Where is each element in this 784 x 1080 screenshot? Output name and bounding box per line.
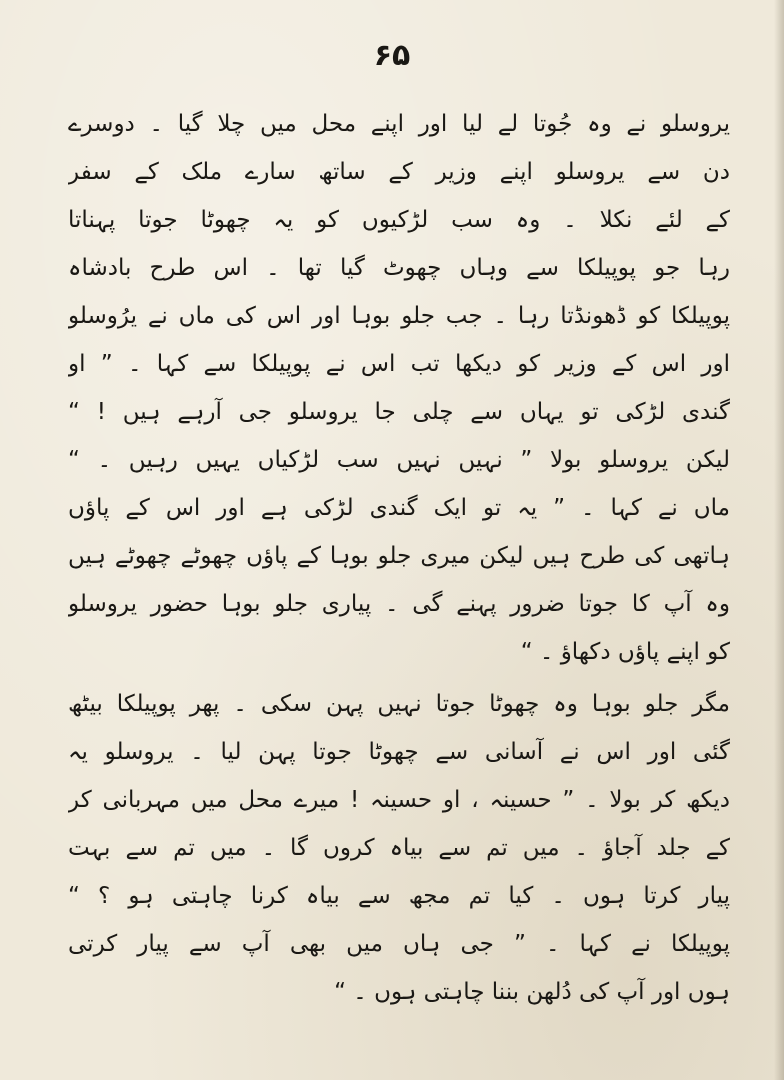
text-line: یروسلو نے وہ جُوتا لے لیا اور اپنے محل میں چلا گیا ۔ دوسرے: [68, 111, 730, 137]
paragraph-2: [68, 680, 730, 1016]
text-line: دیکھ کر بولا ۔ ” حسینہ ، او حسینہ ! میرے محل میں مہربانی کر: [68, 787, 730, 813]
page-number: ۶۵: [373, 38, 411, 73]
body-text: [68, 100, 730, 1016]
text-line: اور اس کے وزیر کو دیکھا تب اس نے پوپیلکا سے کہا ۔ ” او: [68, 351, 730, 377]
text-line: ہوں اور آپ کی دُلھن بننا چاہتی ہوں ۔ “: [334, 979, 730, 1005]
page-edge-shadow: [774, 0, 784, 1080]
text-line: پوپیلکا کو ڈھونڈتا رہا ۔ جب جلو بوہا اور اس کی ماں نے یرُوسلو: [68, 303, 730, 329]
text-line: ماں نے کہا ۔ ” یہ تو ایک گندی لڑکی ہے اور اس کے پاؤں: [68, 495, 730, 521]
text-line: مگر جلو بوہا وہ چھوٹا جوتا نہیں پہن سکی ۔ پھر پوپیلکا بیٹھ: [68, 691, 730, 717]
text-line: کے جلد آجاؤ ۔ میں تم سے بیاہ کروں گا ۔ میں تم سے بہت: [68, 835, 730, 861]
text-line: لیکن یروسلو بولا ” نہیں نہیں سب لڑکیاں یہیں رہیں ۔ “: [68, 447, 730, 473]
text-line: کو اپنے پاؤں دکھاؤ ۔ “: [520, 639, 730, 665]
text-line: پوپیلکا نے کہا ۔ ” جی ہاں میں بھی آپ سے پیار کرتی: [68, 931, 730, 957]
text-line: دن سے یروسلو اپنے وزیر کے ساتھ سارے ملک کے سفر: [68, 159, 730, 185]
text-line: پیار کرتا ہوں ۔ کیا تم مجھ سے بیاہ کرنا چاہتی ہو ؟ “: [68, 883, 730, 909]
paragraph-1: [68, 100, 730, 676]
text-line: وہ آپ کا جوتا ضرور پہنے گی ۔ پیاری جلو بوہا حضور یروسلو: [68, 591, 730, 617]
text-line: ہاتھی کی طرح ہیں لیکن میری جلو بوہا کے پاؤں چھوٹے چھوٹے ہیں: [68, 543, 730, 569]
text-line: کے لئے نکلا ۔ وہ سب لڑکیوں کو یہ چھوٹا جوتا پہناتا: [68, 207, 730, 233]
text-line: گندی لڑکی تو یہاں سے چلی جا یروسلو جی آرہے ہیں ! “: [68, 399, 730, 425]
text-line: رہا جو پوپیلکا سے وہاں چھوٹ گیا تھا ۔ اس طرح بادشاہ: [68, 255, 730, 281]
text-line: گئی اور اس نے آسانی سے چھوٹا جوتا پہن لیا ۔ یروسلو یہ: [68, 739, 730, 765]
